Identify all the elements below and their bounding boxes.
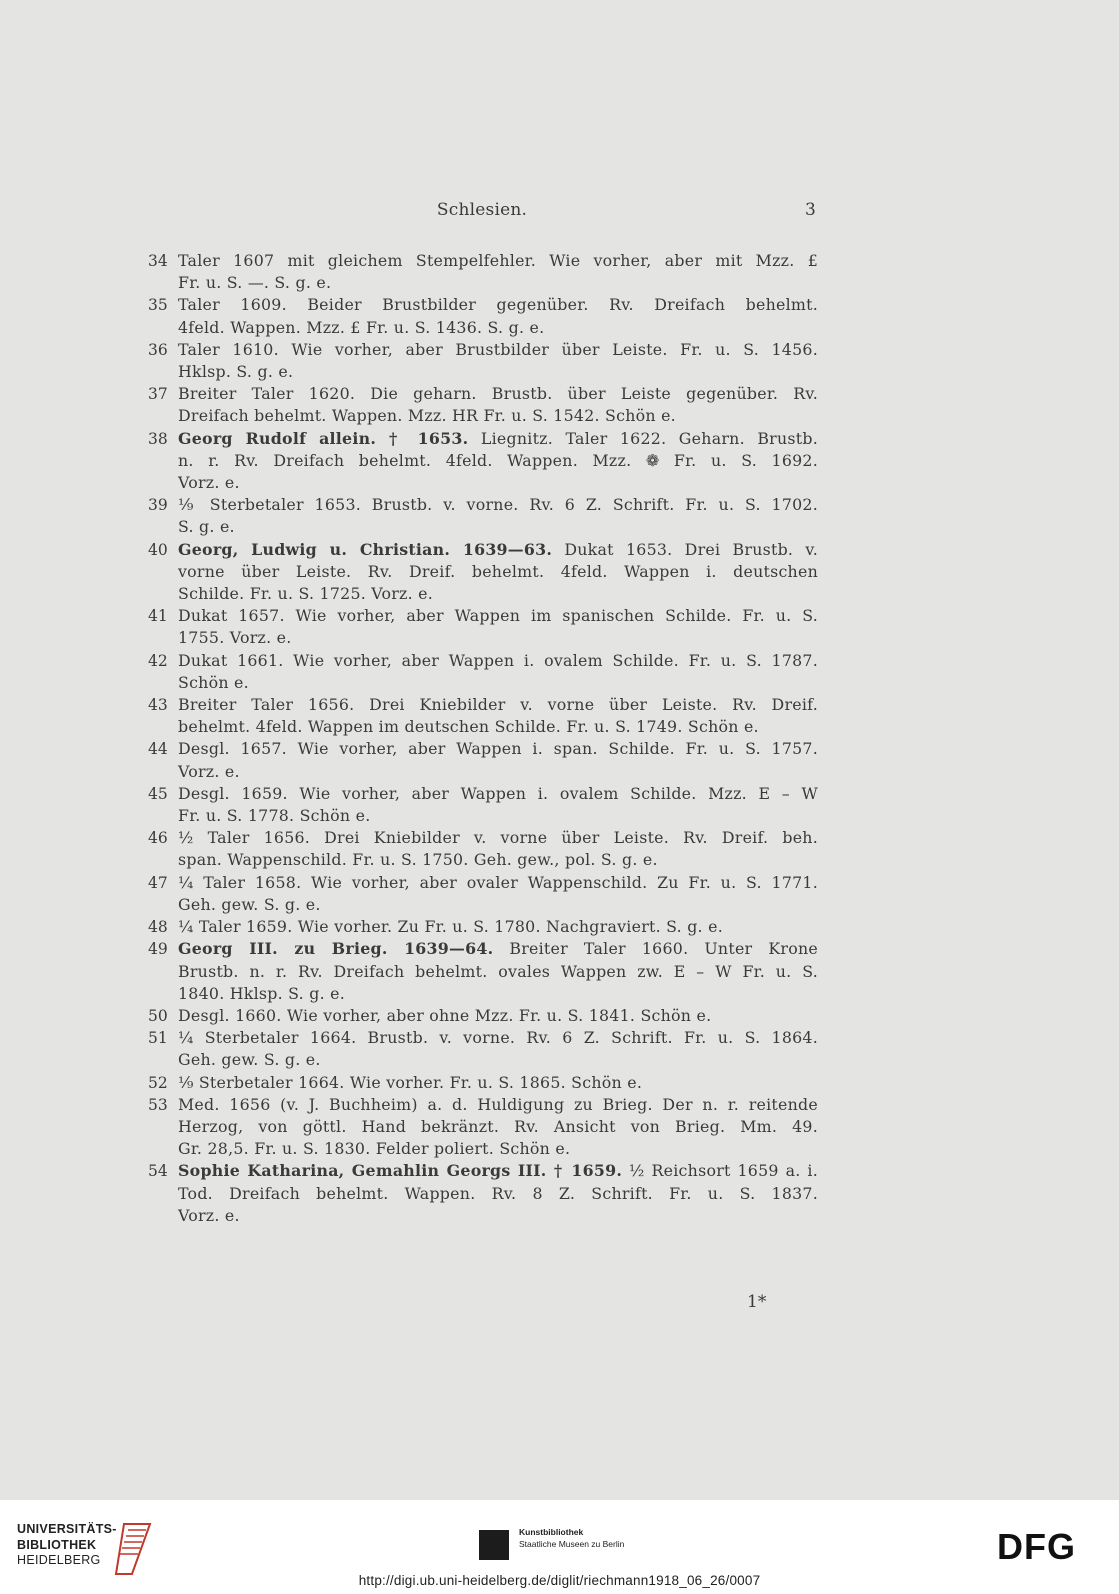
catalog-entry: [148, 738, 818, 782]
entry-text: 4feld. Wappen. Mzz. £ Fr. u. S. 1436. S. g. e.: [178, 317, 545, 337]
entry-line: [178, 317, 818, 339]
entry-text: Dreifach behelmt. Wappen. Mzz. HR Fr. u. S. 1542. Schön e.: [178, 406, 676, 426]
entry-text: n. r. Rv. Dreifach behelmt. 4feld. Wappen. Mzz. ❁ Fr. u. S. 1692.: [178, 450, 818, 470]
entry-text: Desgl. 1657. Wie vorher, aber Wappen i. span. Schilde. Fr. u. S. 1757.: [178, 739, 818, 759]
entry-heading: Sophie Katharina, Gemahlin Georgs III. † 1659.: [178, 1161, 623, 1181]
entry-line: [178, 627, 818, 649]
entry-line: [178, 1094, 818, 1116]
entry-text: ¼ Taler 1658. Wie vorher, aber ovaler Wappenschild. Zu Fr. u. S. 1771.: [178, 872, 818, 892]
entry-text: Taler 1609. Beider Brustbilder gegenüber. Rv. Dreifach behelmt.: [178, 295, 818, 315]
ub-logo-line: UNIVERSITÄTS-: [17, 1522, 117, 1536]
entry-line: [178, 494, 818, 516]
catalog-entry: [148, 916, 818, 938]
catalog-entry: [148, 294, 818, 338]
signature-mark: 1*: [747, 1292, 767, 1312]
ub-heidelberg-logo[interactable]: [17, 1522, 117, 1569]
entry-text: Tod. Dreifach behelmt. Wappen. Rv. 8 Z. Schrift. Fr. u. S. 1837.: [178, 1183, 818, 1203]
entry-text: Vorz. e.: [178, 761, 240, 781]
entry-line: [178, 849, 818, 871]
entry-line: [178, 672, 818, 694]
entry-number: 42: [148, 651, 168, 670]
catalog-entries: [148, 250, 818, 1227]
entry-line: [178, 428, 818, 450]
entry-number: 44: [148, 740, 168, 759]
catalog-entry: [148, 694, 818, 738]
entry-number: 54: [148, 1162, 168, 1181]
entry-text: Desgl. 1659. Wie vorher, aber Wappen i. ovalem Schilde. Mzz. E – W: [178, 783, 818, 803]
entry-text: span. Wappenschild. Fr. u. S. 1750. Geh. gew., pol. S. g. e.: [178, 850, 658, 870]
entry-number: 45: [148, 784, 168, 803]
entry-number: 35: [148, 296, 168, 315]
entry-line: [178, 605, 818, 627]
catalog-entry: [148, 827, 818, 871]
kunstbibliothek-subtitle: Staatliche Museen zu Berlin: [519, 1539, 625, 1549]
entry-number: 36: [148, 340, 168, 359]
entry-text: ⅑ Sterbetaler 1653. Brustb. v. vorne. Rv. 6 Z. Schrift. Fr. u. S. 1702.: [178, 495, 818, 515]
entry-number: 41: [148, 607, 168, 626]
entry-text: Dukat 1661. Wie vorher, aber Wappen i. ovalem Schilde. Fr. u. S. 1787.: [178, 650, 818, 670]
entry-line: [178, 1049, 818, 1071]
entry-text: 1840. Hklsp. S. g. e.: [178, 983, 345, 1003]
page-number: 3: [804, 200, 816, 220]
entry-text: Breiter Taler 1656. Drei Kniebilder v. vorne über Leiste. Rv. Dreif.: [178, 695, 818, 715]
entry-line: [178, 450, 818, 472]
entry-text: Herzog, von göttl. Hand bekränzt. Rv. Ansicht von Brieg. Mm. 49.: [178, 1116, 818, 1136]
entry-text: Desgl. 1660. Wie vorher, aber ohne Mzz. Fr. u. S. 1841. Schön e.: [178, 1005, 712, 1025]
entry-text: Taler 1610. Wie vorher, aber Brustbilder über Leiste. Fr. u. S. 1456.: [178, 339, 818, 359]
entry-number: 52: [148, 1073, 168, 1092]
entry-text: Dukat 1653. Drei Brustb. v.: [552, 539, 819, 559]
catalog-entry: [148, 1072, 818, 1094]
entry-line: [178, 1160, 818, 1182]
entry-line: [178, 272, 818, 294]
entry-text: Vorz. e.: [178, 1205, 240, 1225]
entry-text: Vorz. e.: [178, 473, 240, 493]
catalog-entry: [148, 650, 818, 694]
entry-line: [178, 983, 818, 1005]
entry-number: 40: [148, 540, 168, 559]
entry-line: [178, 894, 818, 916]
entry-line: [178, 561, 818, 583]
entry-text: Fr. u. S. —. S. g. e.: [178, 273, 332, 293]
entry-line: [178, 383, 818, 405]
entry-text: ½ Taler 1656. Drei Kniebilder v. vorne über Leiste. Rv. Dreif. beh.: [178, 828, 818, 848]
entry-line: [178, 805, 818, 827]
entry-text: Schilde. Fr. u. S. 1725. Vorz. e.: [178, 584, 434, 604]
catalog-entry: [148, 1094, 818, 1161]
entry-line: [178, 361, 818, 383]
entry-number: 48: [148, 918, 168, 937]
kunstbibliothek-logo-icon: [479, 1530, 509, 1560]
entry-text: vorne über Leiste. Rv. Dreif. behelmt. 4feld. Wappen i. deutschen: [178, 561, 818, 581]
entry-number: 50: [148, 1006, 168, 1025]
entry-line: [178, 472, 818, 494]
entry-number: 38: [148, 429, 168, 448]
entry-text: Brustb. n. r. Rv. Dreifach behelmt. ovales Wappen zw. E – W Fr. u. S.: [178, 961, 818, 981]
entry-line: [178, 827, 818, 849]
entry-text: 1755. Vorz. e.: [178, 628, 292, 648]
entry-number: 53: [148, 1095, 168, 1114]
entry-line: [178, 738, 818, 760]
catalog-entry: [148, 938, 818, 1005]
catalog-entry: [148, 872, 818, 916]
entry-line: [178, 716, 818, 738]
entry-line: [178, 938, 818, 960]
entry-line: [178, 783, 818, 805]
entry-text: ¼ Sterbetaler 1664. Brustb. v. vorne. Rv. 6 Z. Schrift. Fr. u. S. 1864.: [178, 1028, 818, 1048]
entry-line: [178, 583, 818, 605]
entry-number: 51: [148, 1029, 168, 1048]
catalog-entry: [148, 250, 818, 294]
kunstbibliothek-name: Kunstbibliothek: [519, 1527, 584, 1537]
entry-text: Gr. 28,5. Fr. u. S. 1830. Felder poliert. Schön e.: [178, 1139, 571, 1159]
entry-line: [178, 339, 818, 361]
catalog-entry: [148, 539, 818, 606]
catalog-entry: [148, 1027, 818, 1071]
entry-line: [178, 516, 818, 538]
entry-line: [178, 1183, 818, 1205]
entry-line: [178, 916, 818, 938]
page-header: [148, 200, 816, 234]
entry-heading: Georg, Ludwig u. Christian. 1639—63.: [178, 539, 553, 559]
entry-line: [178, 872, 818, 894]
source-url[interactable]: http://digi.ub.uni-heidelberg.de/diglit/riechmann1918_06_26/0007: [358, 1573, 761, 1588]
entry-text: Taler 1607 mit gleichem Stempelfehler. Wie vorher, aber mit Mzz. £: [178, 251, 818, 270]
entry-text: Schön e.: [178, 672, 249, 692]
entry-text: ¼ Taler 1659. Wie vorher. Zu Fr. u. S. 1780. Nachgraviert. S. g. e.: [178, 917, 723, 937]
catalog-entry: [148, 1005, 818, 1027]
entry-text: Fr. u. S. 1778. Schön e.: [178, 806, 371, 826]
entry-line: [178, 1116, 818, 1138]
entry-text: ½ Reichsort 1659 a. i.: [622, 1161, 819, 1181]
entry-line: [178, 294, 818, 316]
entry-text: Med. 1656 (v. J. Buchheim) a. d. Huldigung zu Brieg. Der n. r. reitende: [178, 1094, 818, 1114]
ub-heidelberg-emblem-icon: [112, 1520, 154, 1578]
catalog-entry: [148, 428, 818, 495]
entry-heading: Georg III. zu Brieg. 1639—64.: [178, 939, 494, 959]
entry-text: behelmt. 4feld. Wappen im deutschen Schilde. Fr. u. S. 1749. Schön e.: [178, 717, 759, 737]
entry-number: 37: [148, 385, 168, 404]
catalog-entry: [148, 605, 818, 649]
entry-text: ⅑ Sterbetaler 1664. Wie vorher. Fr. u. S. 1865. Schön e.: [178, 1072, 643, 1092]
entry-text: Breiter Taler 1660. Unter Krone: [493, 939, 818, 959]
entry-line: [178, 961, 818, 983]
entry-line: [178, 405, 818, 427]
entry-line: [178, 694, 818, 716]
entry-text: Hklsp. S. g. e.: [178, 362, 294, 382]
dfg-logo[interactable]: DFG: [997, 1526, 1076, 1567]
ub-logo-line: BIBLIOTHEK: [17, 1537, 97, 1552]
entry-text: Breiter Taler 1620. Die geharn. Brustb. über Leiste gegenüber. Rv.: [178, 384, 818, 404]
entry-text: Dukat 1657. Wie vorher, aber Wappen im spanischen Schilde. Fr. u. S.: [178, 606, 818, 626]
entry-line: [178, 650, 818, 672]
entry-line: [178, 1138, 818, 1160]
entry-line: [178, 250, 818, 272]
page-title: Schlesien.: [436, 200, 528, 220]
entry-number: 49: [148, 940, 168, 959]
entry-text: Liegnitz. Taler 1622. Geharn. Brustb.: [468, 428, 818, 448]
entry-number: 47: [148, 873, 168, 892]
entry-text: Geh. gew. S. g. e.: [178, 894, 321, 914]
catalog-entry: [148, 783, 818, 827]
entry-line: [178, 1027, 818, 1049]
catalog-entry: [148, 383, 818, 427]
entry-line: [178, 1205, 818, 1227]
entry-line: [178, 1072, 818, 1094]
entry-number: 34: [148, 252, 168, 270]
catalog-entry: [148, 1160, 818, 1227]
catalog-entry: [148, 494, 818, 538]
entry-line: [178, 1005, 818, 1027]
footer: [0, 1500, 1119, 1594]
entry-heading: Georg Rudolf allein. † 1653.: [178, 428, 469, 448]
entry-text: S. g. e.: [178, 517, 235, 537]
entry-line: [178, 761, 818, 783]
entry-line: [178, 539, 818, 561]
entry-number: 43: [148, 696, 168, 715]
entry-number: 39: [148, 496, 168, 515]
ub-logo-line: HEIDELBERG: [17, 1553, 101, 1567]
kunstbibliothek-logo[interactable]: [519, 1526, 624, 1550]
catalog-entry: [148, 339, 818, 383]
entry-text: Geh. gew. S. g. e.: [178, 1050, 321, 1070]
entry-number: 46: [148, 829, 168, 848]
